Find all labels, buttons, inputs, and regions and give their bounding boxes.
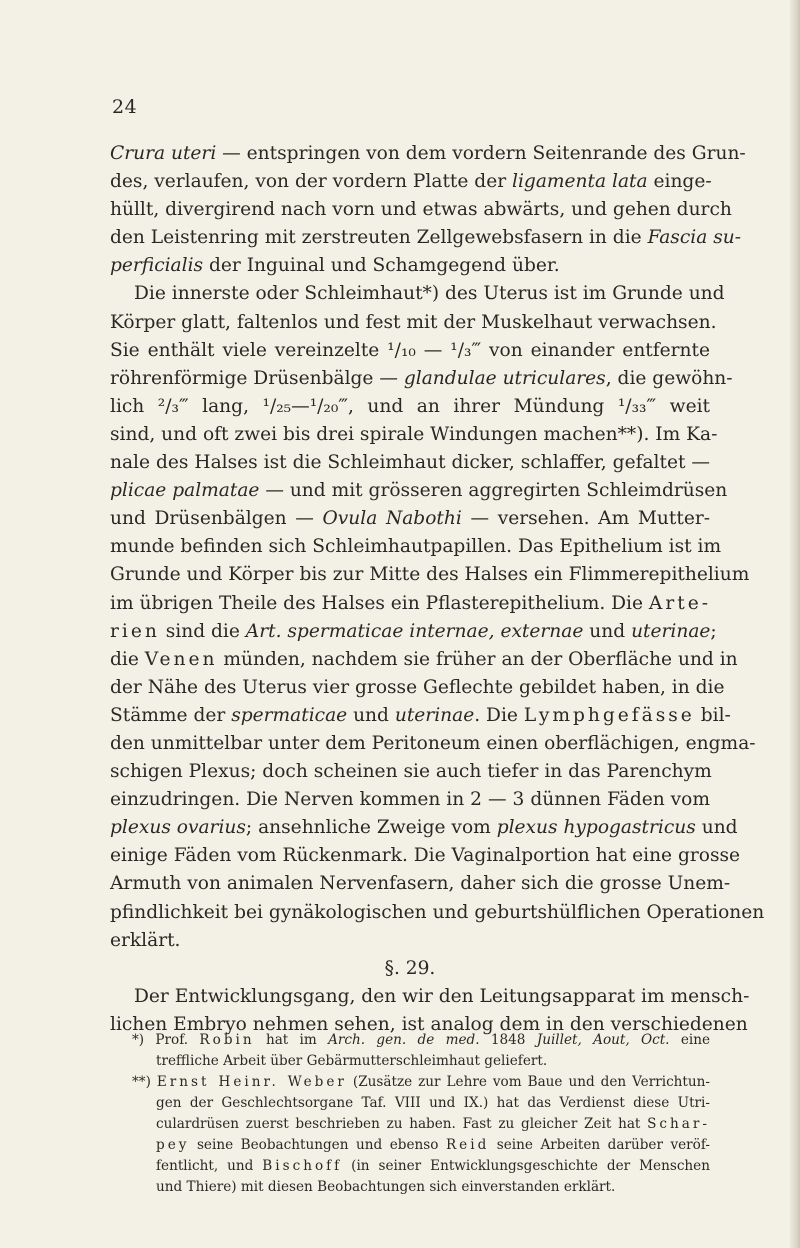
italic-term: plicae palmatae bbox=[110, 480, 260, 502]
text-run: Grunde und Körper bis zur Mitte des Halses ein Flimmerepithelium bbox=[110, 564, 750, 586]
italic-term: uterinae bbox=[631, 620, 711, 642]
italic-term: plexus ovarius bbox=[110, 817, 246, 839]
italic-term: spermaticae bbox=[231, 704, 348, 726]
text-run: eine bbox=[669, 1032, 711, 1048]
text-run: bil- bbox=[694, 704, 731, 726]
spaced-name: rien bbox=[110, 620, 160, 642]
spaced-name: Ernst Heinr. Weber bbox=[156, 1074, 347, 1090]
text-run: einige Fäden vom Rückenmark. Die Vaginalportion hat eine grosse bbox=[110, 845, 741, 867]
text-run: fentlicht, und bbox=[156, 1158, 263, 1174]
text-run: lich ²/₃‴ lang, ¹/₂₅—¹/₂₀‴, und an ihrer Mündung ¹/₃₃‴ weit bbox=[110, 395, 710, 417]
spaced-name: Bischoff bbox=[262, 1158, 343, 1174]
text-run: hat im bbox=[254, 1032, 329, 1048]
text-line bbox=[110, 814, 738, 842]
text-line bbox=[110, 758, 710, 786]
text-line bbox=[110, 646, 738, 674]
text-run: Körper glatt, faltenlos und fest mit der Muskelhaut verwachsen. bbox=[110, 311, 717, 333]
text-run: die bbox=[110, 648, 145, 670]
spaced-name: Arte- bbox=[648, 592, 711, 614]
text-run: der Inguinal und Schamgegend über. bbox=[203, 255, 560, 277]
text-line bbox=[110, 870, 731, 898]
text-line bbox=[110, 337, 710, 365]
text-run: Sie enthält viele vereinzelte ¹/₁₀ — ¹/₃‴ von einander entfernte bbox=[110, 339, 710, 361]
text-run: münden, nachdem sie früher an der Oberfläche und in bbox=[217, 648, 738, 670]
text-run: culardrüsen zuerst beschrieben zu haben. Fast zu gleicher Zeit hat bbox=[156, 1116, 648, 1132]
text-run: (in seiner Entwicklungsgeschichte der Menschen bbox=[342, 1158, 710, 1174]
text-line bbox=[110, 449, 710, 477]
italic-term: plexus hypogastricus bbox=[496, 817, 696, 839]
footnotes bbox=[110, 1030, 710, 1198]
text-run: — versehen. Am Mutter- bbox=[461, 508, 711, 530]
text-run: sind die bbox=[159, 620, 246, 642]
section-heading bbox=[110, 955, 710, 983]
text-line bbox=[110, 702, 731, 730]
text-run: nale des Halses ist die Schleimhaut dicker, schlaffer, gefaltet — bbox=[110, 452, 710, 474]
text-run: ; ansehnliche Zweige vom bbox=[245, 817, 497, 839]
text-run: einzudringen. Die Nerven kommen in 2 — 3 dünnen Fäden vom bbox=[110, 789, 710, 811]
text-run: erklärt. bbox=[110, 929, 181, 951]
text-run: den Leistenring mit zerstreuten Zellgewebsfasern in die bbox=[110, 227, 648, 249]
text-line bbox=[110, 561, 750, 589]
text-run: Die innerste oder Schleimhaut*) des Uterus ist im Grunde und bbox=[134, 283, 725, 305]
text-line bbox=[110, 196, 732, 224]
text-run: treffliche Arbeit über Gebärmutterschleimhaut geliefert. bbox=[156, 1053, 548, 1069]
text-run: gen der Geschlechtsorgane Taf. VIII und IX.) hat das Verdienst diese Utri- bbox=[156, 1095, 710, 1111]
text-line bbox=[110, 224, 742, 252]
footnote-line bbox=[110, 1135, 710, 1156]
text-line bbox=[110, 674, 725, 702]
footnote-line bbox=[110, 1030, 710, 1051]
page-edge-shadow bbox=[790, 0, 800, 1248]
text-line bbox=[110, 842, 741, 870]
text-run: — entspringen von dem vordern Seitenrande des Grun- bbox=[216, 143, 746, 164]
italic-term: glandulae utriculares bbox=[403, 367, 606, 389]
text-run: seine Beobachtungen und ebenso bbox=[189, 1137, 446, 1153]
footnote-line bbox=[110, 1114, 710, 1135]
text-line bbox=[110, 786, 710, 814]
footnote-line bbox=[110, 1072, 710, 1093]
text-line bbox=[110, 477, 728, 505]
spaced-name: Lymphgefässe bbox=[523, 704, 695, 726]
text-line bbox=[110, 730, 756, 758]
italic-term: Ovula Nabothi bbox=[322, 508, 462, 530]
text-line bbox=[110, 168, 710, 196]
text-run: , die gewöhn- bbox=[605, 367, 733, 389]
text-run: und Thiere) mit diesen Beobachtungen sich einverstanden erklärt. bbox=[156, 1179, 616, 1195]
text-run: einge- bbox=[647, 171, 712, 193]
text-run: *) Prof. bbox=[132, 1032, 200, 1048]
text-line bbox=[110, 899, 765, 927]
text-line bbox=[110, 590, 710, 618]
spaced-name: Schar- bbox=[647, 1116, 710, 1132]
text-run: den unmittelbar unter dem Peritoneum einen oberflächigen, engma- bbox=[110, 732, 756, 754]
italic-term: perficialis bbox=[110, 255, 204, 277]
italic-term: uterinae bbox=[394, 704, 475, 726]
text-run: im übrigen Theile des Halses ein Pflasterepithelium. Die bbox=[110, 592, 649, 614]
text-run: **) bbox=[132, 1074, 157, 1090]
text-run: Der Entwicklungsgang, den wir den Leitungsapparat im mensch- bbox=[134, 985, 750, 1007]
text-line bbox=[110, 421, 718, 449]
italic-term: ligamenta lata bbox=[512, 171, 648, 193]
text-run: und bbox=[347, 704, 395, 726]
text-line bbox=[110, 309, 717, 337]
body-text bbox=[110, 140, 765, 1039]
text-line bbox=[110, 927, 710, 955]
italic-term: Arch. gen. de med. bbox=[328, 1032, 480, 1048]
page-number: 24 bbox=[112, 96, 138, 118]
text-run: der Nähe des Uterus vier grosse Geflechte gebildet haben, in die bbox=[110, 676, 725, 698]
text-run: lichen Embryo nehmen sehen, ist analog dem in den verschiedenen bbox=[110, 1013, 748, 1035]
spaced-name: Robin bbox=[199, 1032, 255, 1048]
text-run: Armuth von animalen Nervenfasern, daher sich die grosse Unem- bbox=[110, 873, 731, 895]
text-run: und bbox=[583, 620, 632, 642]
text-line bbox=[110, 140, 746, 168]
text-run: des, verlaufen, von der vordern Platte der bbox=[110, 171, 513, 193]
italic-term: Juillet, Aout, Oct. bbox=[536, 1032, 670, 1048]
text-run: sind, und oft zwei bis drei spirale Windungen machen**). Im Ka- bbox=[110, 423, 718, 445]
spaced-name: Venen bbox=[144, 648, 218, 670]
text-line bbox=[110, 618, 717, 646]
text-line bbox=[110, 252, 710, 280]
italic-term: Crura uteri bbox=[110, 143, 217, 164]
italic-term: Fascia su- bbox=[647, 227, 742, 249]
footnote-line bbox=[110, 1093, 710, 1114]
text-run: §. 29. bbox=[384, 957, 436, 979]
text-line bbox=[110, 365, 733, 393]
text-run: schigen Plexus; doch scheinen sie auch tiefer in das Parenchym bbox=[110, 761, 712, 783]
text-run: hüllt, divergirend nach vorn und etwas abwärts, und gehen durch bbox=[110, 199, 732, 221]
footnote-line bbox=[110, 1177, 710, 1198]
text-run: . Die bbox=[474, 704, 524, 726]
text-run: seine Arbeiten darüber veröf- bbox=[489, 1137, 710, 1153]
footnote-line bbox=[110, 1156, 710, 1177]
text-line bbox=[110, 533, 722, 561]
spaced-name: Reid bbox=[445, 1137, 490, 1153]
text-run: pfindlichkeit bei gynäkologischen und geburtshülflichen Operationen bbox=[110, 901, 765, 923]
text-line bbox=[110, 393, 710, 421]
text-run: munde befinden sich Schleimhautpapillen. Das Epithelium ist im bbox=[110, 536, 722, 558]
text-run: ; bbox=[710, 620, 717, 642]
text-run: (Zusätze zur Lehre vom Baue und den Verrichtun- bbox=[346, 1074, 710, 1090]
text-run: — und mit grösseren aggregirten Schleimdrüsen bbox=[259, 480, 728, 502]
spaced-name: pey bbox=[156, 1137, 190, 1153]
text-run: 1848 bbox=[479, 1032, 537, 1048]
footnote-line bbox=[110, 1051, 710, 1072]
text-line bbox=[110, 280, 725, 308]
text-run: und bbox=[695, 817, 738, 839]
text-run: röhrenförmige Drüsenbälge — bbox=[110, 367, 404, 389]
text-run: Stämme der bbox=[110, 704, 232, 726]
text-run: und Drüsenbälgen — bbox=[110, 508, 323, 530]
italic-term: Art. spermaticae internae, externae bbox=[245, 620, 584, 642]
text-line bbox=[110, 505, 710, 533]
text-line bbox=[110, 983, 750, 1011]
